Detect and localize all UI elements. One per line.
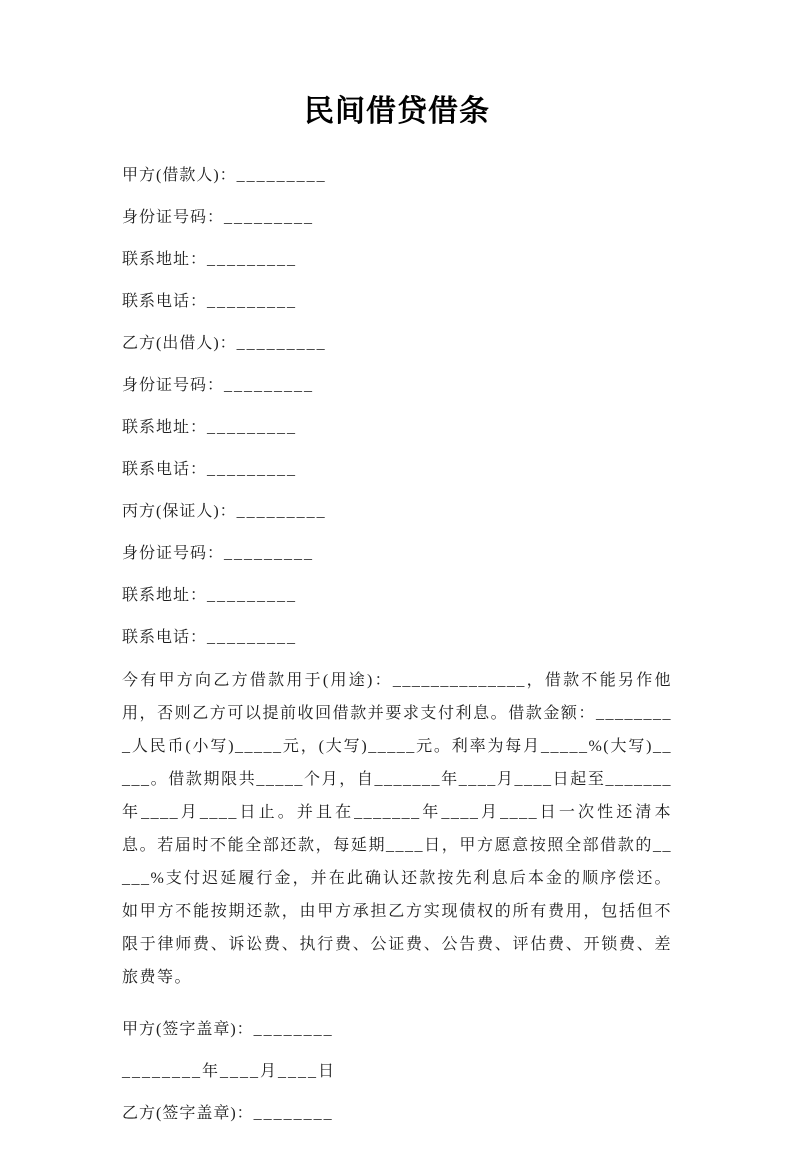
field-party-b-address — [122, 418, 672, 438]
field-label: 联系电话： — [122, 629, 208, 646]
field-label: 身份证号码： — [122, 209, 225, 226]
field-party-a-address — [122, 250, 672, 270]
field-blank: _________ — [224, 377, 315, 394]
party-fields-section — [122, 166, 672, 648]
field-party-a-id-number — [122, 208, 672, 228]
field-label: 甲方(借款人)： — [122, 167, 237, 184]
field-blank: _________ — [236, 167, 327, 184]
field-party-a-name — [122, 166, 672, 186]
field-blank: _________ — [236, 503, 327, 520]
field-blank: _________ — [207, 293, 298, 310]
field-label: 乙方(出借人)： — [122, 335, 237, 352]
field-label: 丙方(保证人)： — [122, 503, 237, 520]
field-label: 身份证号码： — [122, 377, 225, 394]
field-party-c-phone — [122, 628, 672, 648]
loan-terms-paragraph: 今有甲方向乙方借款用于(用途)：______________，借款不能另作他用，否则乙方可以提前收回借款并要求支付利息。借款金额：_________人民币(小写)_____元，(大写)_____元。利率为每月_____%(大写)_____。借款期限共_____个月，自_______年____月____日起至_______年____月____日止。并且在_______年____月____日一次性还清本息。若届时不能全部还款，每延期____日，甲方愿意按照全部借款的_____%支付迟延履行金，并在此确认还款按先利息后本金的顺序偿还。如甲方不能按期还款，由甲方承担乙方实现债权的所有费用，包括但不限于律师费、诉讼费、执行费、公证费、公告费、评估费、开锁费、差旅费等。 — [122, 672, 672, 986]
field-party-b-name — [122, 334, 672, 354]
signature-date-line — [122, 1062, 672, 1082]
field-blank: _________ — [207, 251, 298, 268]
field-blank: _________ — [207, 587, 298, 604]
signature-party-b — [122, 1104, 672, 1124]
signature-party-a — [122, 1020, 672, 1040]
field-party-c-name — [122, 502, 672, 522]
field-blank: _________ — [207, 629, 298, 646]
field-label: 联系地址： — [122, 587, 208, 604]
signature-blank: ________ — [253, 1021, 334, 1038]
field-label: 联系地址： — [122, 419, 208, 436]
field-blank: _________ — [207, 461, 298, 478]
field-blank: _________ — [224, 545, 315, 562]
field-party-c-address — [122, 586, 672, 606]
field-party-c-id-number — [122, 544, 672, 564]
field-blank: _________ — [224, 209, 315, 226]
field-blank: _________ — [236, 335, 327, 352]
field-label: 联系电话： — [122, 461, 208, 478]
field-party-b-id-number — [122, 376, 672, 396]
field-label: 联系电话： — [122, 293, 208, 310]
field-label: 联系地址： — [122, 251, 208, 268]
field-blank: _________ — [207, 419, 298, 436]
document-title: 民间借贷借条 — [304, 95, 490, 128]
date-blank: ________年____月____日 — [122, 1063, 337, 1080]
signature-label: 乙方(签字盖章)： — [122, 1105, 254, 1122]
field-party-b-phone — [122, 460, 672, 480]
signature-label: 甲方(签字盖章)： — [122, 1021, 254, 1038]
field-label: 身份证号码： — [122, 545, 225, 562]
signature-section — [122, 1020, 672, 1124]
signature-blank: ________ — [253, 1105, 334, 1122]
field-party-a-phone — [122, 292, 672, 312]
